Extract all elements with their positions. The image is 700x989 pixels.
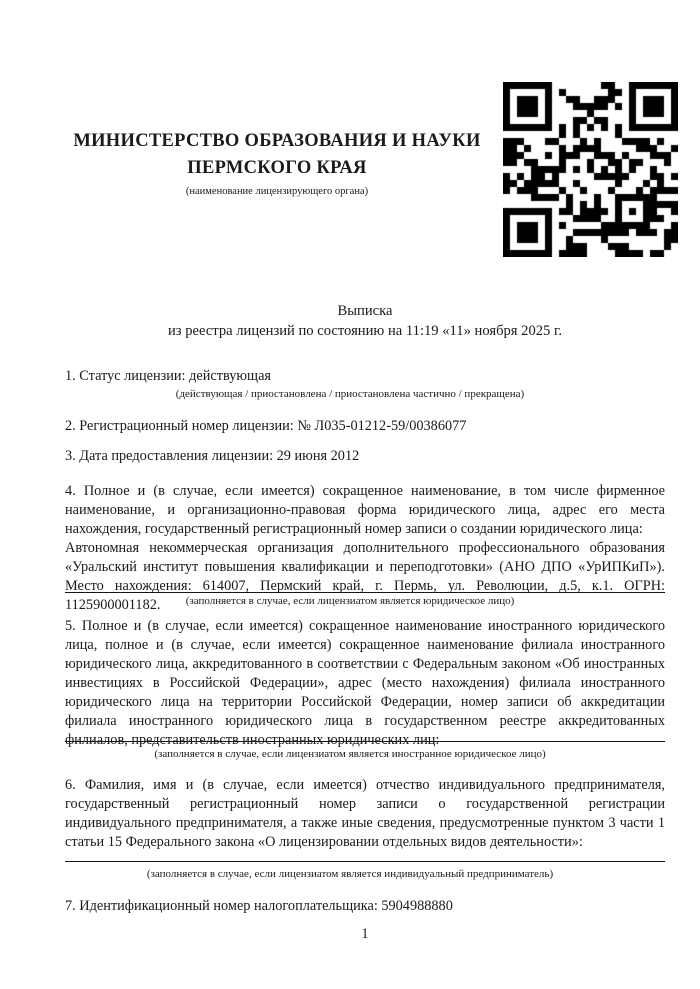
item-6-field-underline: [65, 861, 665, 862]
item-6-entrepreneur-label: 6. Фамилия, имя и (в случае, если имеется) отчество индивидуального предпринимателя, государственный регистрационный номер записи о государственной регистрации индивидуального предпринимателя, а также иные сведения, предусмотренные пунктом 3 части 1 статьи 15 Федерального закона «О лицензировании отдельных видов деятельности»:: [65, 777, 665, 850]
item-1-license-status: 1. Статус лицензии: действующая: [65, 368, 271, 384]
item-4-label: 4. Полное и (в случае, если имеется) сокращенное наименование, в том числе фирменное наименование, и организационно-правовая форма юридического лица, адрес его места нахождения, государственный регистрационный номер записи о создании юридического лица:: [65, 483, 665, 537]
header-caption: (наименование лицензирующего органа): [185, 186, 369, 197]
header: [65, 128, 489, 199]
document-title-line1: Выписка: [337, 303, 393, 319]
item-5-caption: (заполняется в случае, если лицензиатом является иностранное юридическое лицо): [154, 748, 546, 760]
ministry-name-line1: МИНИСТЕРСТВО ОБРАЗОВАНИЯ И НАУКИ: [73, 131, 481, 151]
item-6-caption: (заполняется в случае, если лицензиатом является индивидуальный предприниматель): [146, 868, 554, 880]
item-7-taxpayer-number: 7. Идентификационный номер налогоплательщика: 5904988880: [65, 898, 453, 914]
item-3-grant-date: 3. Дата предоставления лицензии: 29 июня 2012: [65, 448, 360, 464]
item-5-field-underline: [65, 741, 665, 742]
item-4-value: Автономная некоммерческая организация дополнительного профессионального образования «Уральский институт повышения квалификации и переподготовки» (АНО ДПО «УрИПКиП»). Место нахождения: 614007, Пермский край, г. Пермь, ул. Революции, д.5, к.1. ОГРН: 1125900001182.: [65, 540, 665, 613]
ministry-name-line2: ПЕРМСКОГО КРАЯ: [187, 158, 367, 178]
page-number: 1: [361, 926, 369, 942]
document-title: [65, 301, 665, 341]
item-4-caption: (заполняется в случае, если лицензиатом является юридическое лицо): [185, 595, 515, 607]
item-5-foreign-entity-label: 5. Полное и (в случае, если имеется) сокращенное наименование иностранного юридического лица, полное и (в случае, если имеется) сокращенное наименование филиала иностранного юридического лица, аккредитованного в соответствии с Федеральным законом «Об иностранных инвестициях в Российской Федерации», адрес (место нахождения) филиала иностранного юридического лица на территории Российской Федерации, номер записи об аккредитации филиала иностранного юридического лица в государственном реестре аккредитованных филиалов, представительств иностранных юридических лиц:: [65, 618, 665, 748]
item-1-caption: (действующая / приостановлена / приостановлена частично / прекращена): [175, 388, 525, 400]
item-4-field-underline: [65, 592, 665, 593]
qr-code: [503, 82, 678, 257]
item-2-registration-number: 2. Регистрационный номер лицензии: № Л035-01212-59/00386077: [65, 418, 467, 434]
document-title-line2: из реестра лицензий по состоянию на 11:19 «11» ноября 2025 г.: [167, 323, 562, 339]
